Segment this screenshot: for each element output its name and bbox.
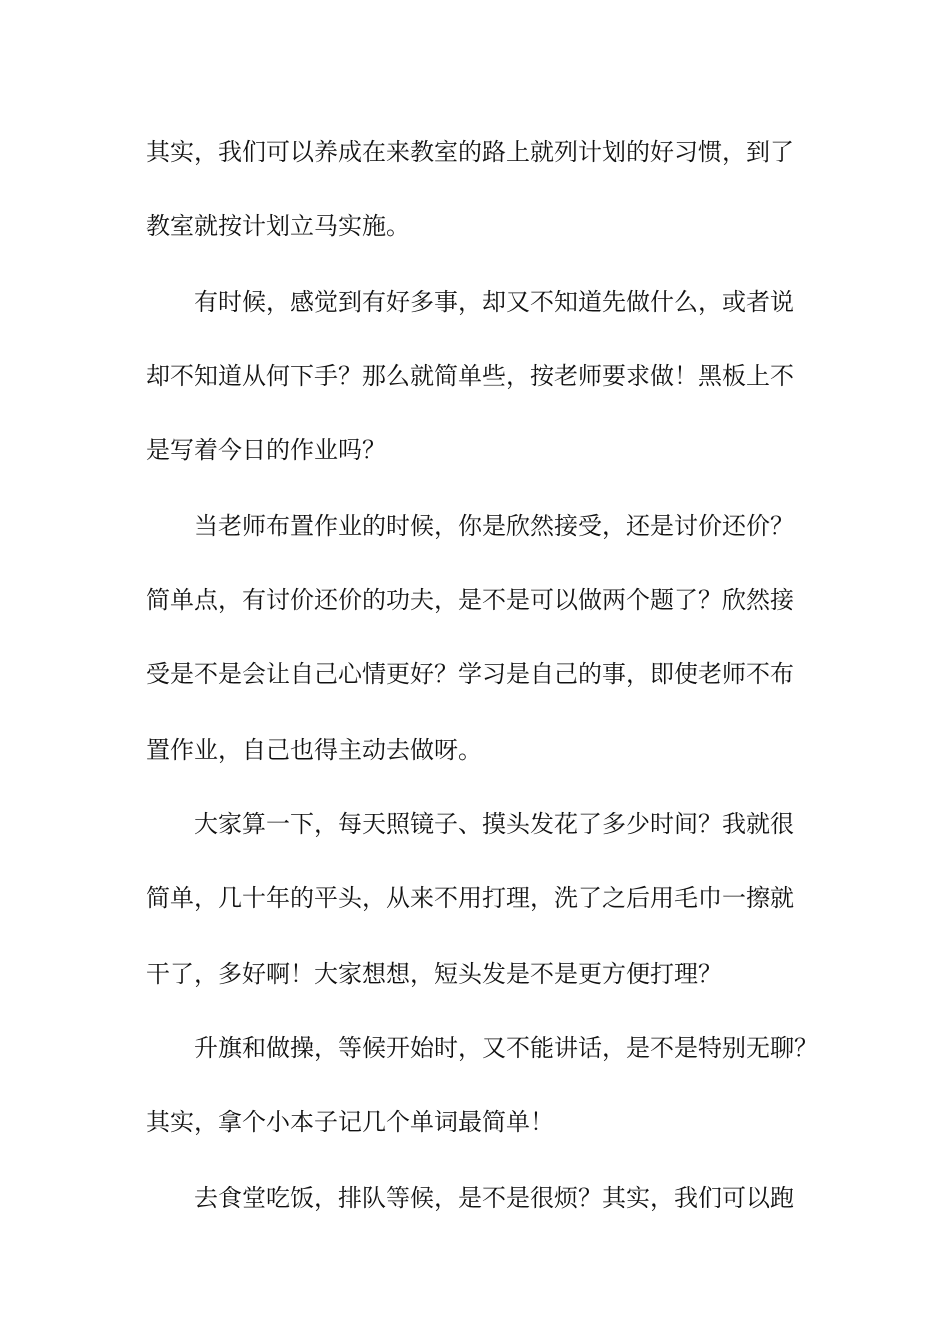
text-line: 置作业，自己也得主动去做呀。 bbox=[146, 736, 482, 764]
text-line: 其实，我们可以养成在来教室的路上就列计划的好习惯，到了 bbox=[146, 138, 794, 166]
paragraph-start-line: 去食堂吃饭，排队等候，是不是很烦？其实，我们可以跑 bbox=[194, 1184, 794, 1212]
paragraph-start-line: 升旗和做操，等候开始时，又不能讲话，是不是特别无聊？ bbox=[194, 1034, 818, 1062]
text-line: 受是不是会让自己心情更好？学习是自己的事，即使老师不布 bbox=[146, 660, 794, 688]
text-line: 干了，多好啊！大家想想，短头发是不是更方便打理？ bbox=[146, 960, 722, 988]
text-line: 简单点，有讨价还价的功夫，是不是可以做两个题了？欣然接 bbox=[146, 586, 794, 614]
paragraph-start-line: 当老师布置作业的时候，你是欣然接受，还是讨价还价？ bbox=[194, 512, 794, 540]
text-line: 简单，几十年的平头，从来不用打理，洗了之后用毛巾一擦就 bbox=[146, 884, 794, 912]
text-line: 是写着今日的作业吗？ bbox=[146, 436, 386, 464]
paragraph-start-line: 有时候，感觉到有好多事，却又不知道先做什么，或者说 bbox=[194, 288, 794, 316]
text-line: 却不知道从何下手？那么就简单些，按老师要求做！黑板上不 bbox=[146, 362, 794, 390]
text-line: 教室就按计划立马实施。 bbox=[146, 212, 410, 240]
paragraph-start-line: 大家算一下，每天照镜子、摸头发花了多少时间？我就很 bbox=[194, 810, 794, 838]
text-line: 其实，拿个小本子记几个单词最简单！ bbox=[146, 1108, 554, 1136]
